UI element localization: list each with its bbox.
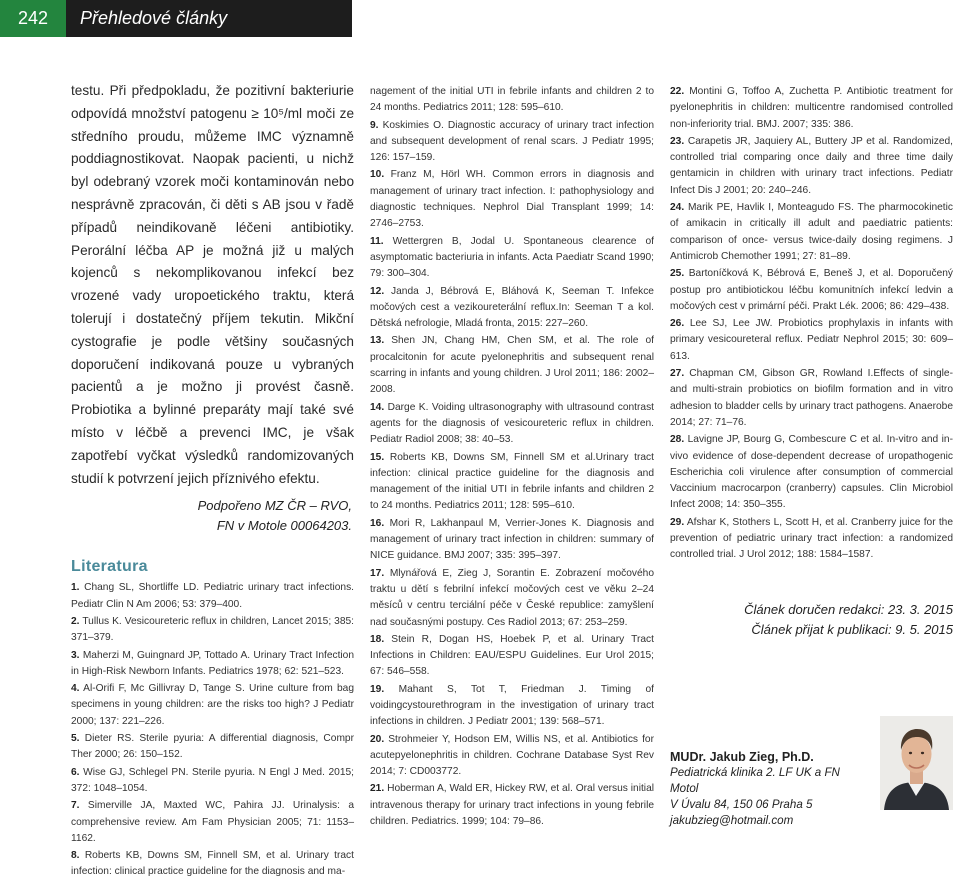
author-address: V Úvalu 84, 150 06 Praha 5 bbox=[670, 798, 813, 811]
reference-item bbox=[370, 84, 654, 117]
reference-list-col1 bbox=[71, 580, 354, 880]
reference-text: Roberts KB, Downs SM, Finnell SM et al.Urinary tract infection: clinical practice guideline for the diagnosis and management of the initial UTI in febrile infants and children 2 to 24 months. Pediatrics 2011; 128: 595–610. bbox=[370, 451, 654, 512]
funding-note bbox=[71, 496, 352, 536]
column-left bbox=[71, 80, 354, 882]
reference-item bbox=[670, 134, 953, 199]
reference-number: 3. bbox=[71, 649, 80, 661]
reference-item bbox=[670, 515, 953, 564]
reference-number: 28. bbox=[670, 434, 685, 446]
reference-text: Lee SJ, Lee JW. Probiotics prophylaxis in infants with primary vesicoureteral reflux. Pediatr Nephrol 2015; 30: 609–613. bbox=[670, 318, 953, 362]
author-contact bbox=[670, 749, 870, 829]
author-photo bbox=[880, 716, 953, 810]
article-dates bbox=[670, 600, 953, 640]
reference-number: 21. bbox=[370, 783, 385, 795]
reference-item bbox=[71, 731, 354, 764]
reference-number: 25. bbox=[670, 268, 685, 280]
reference-item bbox=[370, 682, 654, 731]
reference-item bbox=[370, 333, 654, 398]
page-header bbox=[0, 0, 352, 37]
reference-number: 11. bbox=[370, 235, 384, 247]
reference-text: Chapman CM, Gibson GR, Rowland I.Effects of single- and multi-strain probiotics on biofilm formation and in vitro adhesion to bladder cells by urinary tract pathogens. Anaerobe 2014; 27: 71–76. bbox=[670, 368, 953, 428]
reference-text: Strohmeier Y, Hodson EM, Willis NS, et al. Antibiotics for acutepyelonephritis in children. Cochrane Database Syst Rev 2014; 7: CD003772. bbox=[370, 733, 654, 778]
reference-item bbox=[71, 614, 354, 647]
reference-item bbox=[71, 580, 354, 613]
reference-number: 1. bbox=[71, 582, 80, 594]
reference-text: Chang SL, Shortliffe LD. Pediatric urinary tract infections. Pediatr Clin N Am 2006; 53: 379–400. bbox=[71, 582, 354, 610]
reference-text: Wise GJ, Schlegel PN. Sterile pyuria. N Engl J Med. 2015; 372: 1048–1054. bbox=[71, 766, 354, 794]
reference-number: 27. bbox=[670, 368, 685, 380]
reference-text: Stein R, Dogan HS, Hoebek P, et al. Urinary Tract Infections in Children: EAU/ESPU Guidelines. Eur Urol 2015; 67: 546–558. bbox=[370, 633, 654, 678]
funding-line-2: FN v Motole 00064203. bbox=[216, 518, 352, 534]
reference-text: Janda J, Bébrová E, Bláhová K, Seeman T. Infekce močových cest a vezikoureterální reflux.In: Seeman T a kol. Dětská nefrologie, Mladá fronta, 2015: 227–260. bbox=[370, 285, 654, 330]
section-title: Přehledové články bbox=[66, 0, 352, 37]
reference-item bbox=[670, 266, 953, 315]
reference-item bbox=[370, 284, 654, 333]
reference-number: 18. bbox=[370, 633, 385, 645]
reference-text: Franz M, Hörl WH. Common errors in diagnosis and management of urinary tract infection. I: pathophysiology and diagnostic techniques. Nephrol Dial Transplant 1999; 14: 2746–2753. bbox=[370, 169, 654, 230]
reference-item bbox=[71, 765, 354, 798]
reference-item bbox=[370, 167, 654, 232]
funding-line-1: Podpořeno MZ ČR – RVO, bbox=[197, 498, 352, 514]
reference-item bbox=[370, 450, 654, 515]
reference-number: 26. bbox=[670, 318, 685, 330]
reference-item bbox=[670, 316, 953, 365]
reference-text: Marik PE, Havlik I, Monteagudo FS. The pharmocokinetic of amikacin in critically ill adult and paediatric patients: comparison of once- versus twice-daily dosing regimens. J Antimicrob Chemother 1991; 27: 81–89. bbox=[670, 202, 953, 262]
reference-list-col3 bbox=[670, 84, 953, 564]
reference-number: 12. bbox=[370, 285, 385, 297]
reference-number: 9. bbox=[370, 119, 379, 131]
reference-text: Montini G, Toffoo A, Zuchetta P. Antibiotic treatment for pyelonephritis in children: multicentre randomised controlled non-inferiority trial. BMJ. 2007; 335: 386. bbox=[670, 86, 953, 130]
date-received: Článek doručen redakci: 23. 3. 2015 bbox=[744, 601, 953, 617]
reference-number: 4. bbox=[71, 683, 80, 695]
reference-item bbox=[670, 84, 953, 133]
reference-number: 19. bbox=[370, 683, 385, 695]
reference-item bbox=[670, 200, 953, 265]
reference-item bbox=[670, 366, 953, 431]
reference-text: Simerville JA, Maxted WC, Pahira JJ. Urinalysis: a comprehensive review. Am Fam Physician 2005; 71: 1153–1162. bbox=[71, 800, 354, 844]
reference-text: Tullus K. Vesicoureteric reflux in children, Lancet 2015; 385: 371–379. bbox=[71, 615, 354, 644]
reference-item bbox=[370, 732, 654, 781]
reference-number: 24. bbox=[670, 202, 685, 214]
reference-number: 16. bbox=[370, 517, 385, 529]
reference-number: 23. bbox=[670, 135, 685, 147]
author-name: MUDr. Jakub Zieg, Ph.D. bbox=[670, 750, 814, 764]
reference-number: 8. bbox=[71, 850, 80, 862]
reference-item bbox=[71, 681, 354, 730]
reference-text: Roberts KB, Downs SM, Finnell SM, et al. Urinary tract infection: clinical practice guideline for the diagnosis and ma- bbox=[71, 850, 354, 878]
reference-text: Shen JN, Chang HM, Chen SM, et al. The role of procalcitonin for acute pyelonephritis and subsequent renal scarring in infants and young children. J Urol 2011; 186: 2002–2008. bbox=[370, 335, 654, 396]
reference-item bbox=[71, 798, 354, 847]
page-number: 242 bbox=[0, 0, 66, 37]
reference-text: Wettergren B, Jodal U. Spontaneous clearence of asymptomatic bacteriuria in infants. Acta Paediatr Scand 1990; 79: 300–304. bbox=[370, 235, 654, 280]
reference-number: 6. bbox=[71, 766, 80, 778]
reference-text: Afshar K, Stothers L, Scott H, et al. Cranberry juice for the prevention of pediatric urinary tract infection: a randomized controlled trial. J Urol 2012; 188: 1584–1587. bbox=[670, 516, 953, 561]
article-body-text: testu. Při předpokladu, že pozitivní bakteriurie odpovídá množství patogenu ≥ 10⁵/ml moči ze středního proudu, můžeme IMC významně poddiagnostikovat. Naopak pacienti, u nichž byl odebraný vzorek moči kontaminován nebo nesprávně zpracován, či děti s AB jsou v řadě případů neindikovaně léčeni antibiotiky. Perorální léčba AP je možná již u malých kojenců s nekomplikovanou infekcí bez vrozené vady uropoetického traktu, která tolerují i dostatečný příjem tekutin. Mikční cystografie je podle většiny současných doporučení indikovaná pouze u vybraných pacientů a je možno ji provést časně. Probiotika a bylinné preparáty mají také své místo v léčbě a prevenci IMC, je však zapotřebí vyčkat výsledků randomizovaných studií k potvrzení jejich příznivého efektu. bbox=[71, 83, 354, 486]
author-portrait-image bbox=[880, 716, 953, 810]
reference-text: Carapetis JR, Jaquiery AL, Buttery JP et al. Randomized, controlled trial comparing once daily and three time daily gentamicin in children with urinary tract infections. Pediatr Infect Dis J 2001; 20: 240–246. bbox=[670, 135, 953, 196]
author-department: Pediatrická klinika 2. LF UK a FN Motol bbox=[670, 766, 840, 795]
date-accepted: Článek přijat k publikaci: 9. 5. 2015 bbox=[751, 621, 953, 637]
reference-text: Mori R, Lakhanpaul M, Verrier-Jones K. Diagnosis and management of urinary tract infection in children: summary of NICE guidance. BMJ 2007; 335: 395–397. bbox=[370, 517, 654, 562]
reference-item bbox=[370, 234, 654, 283]
reference-item bbox=[370, 566, 654, 631]
reference-item bbox=[370, 516, 654, 565]
column-middle bbox=[370, 84, 654, 831]
reference-text: Hoberman A, Wald ER, Hickey RW, et al. Oral versus initial intravenous therapy for urinary tract infections in young febrile children. Pediatrics. 1999; 104: 79–86. bbox=[370, 783, 654, 828]
reference-item bbox=[670, 432, 953, 513]
reference-item bbox=[370, 400, 654, 449]
reference-number: 2. bbox=[71, 615, 80, 627]
reference-number: 10. bbox=[370, 169, 385, 181]
reference-text: Darge K. Voiding ultrasonography with ultrasound contrast agents for the diagnosis of vesicoureteric reflux in children. Pediatr Radiol 2008; 38: 40–53. bbox=[370, 401, 654, 446]
reference-number: 14. bbox=[370, 401, 385, 413]
reference-number: 20. bbox=[370, 733, 385, 745]
reference-text: Dieter RS. Sterile pyuria: A differential diagnosis, Compr Ther 2000; 26: 150–152. bbox=[71, 733, 354, 761]
reference-number: 13. bbox=[370, 335, 385, 347]
reference-text: Mahant S, Tot T, Friedman J. Timing of voidingcystourethrogram in the investigation of urinary tract infections in children. J Pediatr 2001; 139: 568–571. bbox=[370, 683, 654, 728]
reference-item bbox=[71, 648, 354, 681]
reference-text: Mlynářová E, Zieg J, Sorantin E. Zobrazení močového traktu u dětí s febrilní infekcí močových cest ve věku 2–24 měsíců v centru terciální péče v České republice: zamyšlení nad současnými postupy. Ces Radiol 2013; 67: 253–259. bbox=[370, 567, 654, 628]
reference-text: Bartoníčková K, Bébrová E, Beneš J, et al. Doporučený postup pro antibiotickou léčbu komunitních infekcí ledvin a močových cest v primární péči. Prakt Lék. 2006; 86: 429–438. bbox=[670, 268, 953, 312]
reference-text: Koskimies O. Diagnostic accuracy of urinary tract infection and subsequent development of renal scars. J Pediatr 1995; 126: 157–159. bbox=[370, 119, 654, 164]
reference-item bbox=[370, 781, 654, 830]
reference-item bbox=[370, 118, 654, 167]
reference-number: 7. bbox=[71, 800, 80, 812]
reference-text: Al-Orifi F, Mc Gillivray D, Tange S. Urine culture from bag specimens in young children: are the risks too high? J Pediatr 2000; 137: 221–226. bbox=[71, 683, 354, 727]
reference-number: 29. bbox=[670, 516, 685, 528]
reference-text: Lavigne JP, Bourg G, Combescure C et al. In-vitro and in-vivo evidence of dose-dependent decrease of uropathogenic Escherichia coli virulence after consumption of commercial Vaccinium macrocarpon (cranberry) capsules. Clin Microbiol Infect 2008; 14: 350–355. bbox=[670, 434, 953, 511]
reference-number: 22. bbox=[670, 86, 685, 97]
reference-item bbox=[71, 848, 354, 881]
reference-text: nagement of the initial UTI in febrile infants and children 2 to 24 months. Pediatrics 2011; 128: 595–610. bbox=[370, 86, 654, 114]
reference-item bbox=[370, 632, 654, 681]
reference-text: Maherzi M, Guingnard JP, Tottado A. Urinary Tract Infection in High-Risk Newborn Infants. Pediatrics 1978; 62: 521–523. bbox=[71, 649, 355, 677]
reference-number: 15. bbox=[370, 451, 385, 463]
reference-number: 5. bbox=[71, 733, 80, 745]
reference-number: 17. bbox=[370, 567, 385, 579]
reference-list-col2 bbox=[370, 84, 654, 830]
column-right bbox=[670, 84, 953, 640]
author-email[interactable]: jakubzieg@hotmail.com bbox=[670, 814, 794, 827]
literature-heading: Literatura bbox=[71, 558, 148, 576]
